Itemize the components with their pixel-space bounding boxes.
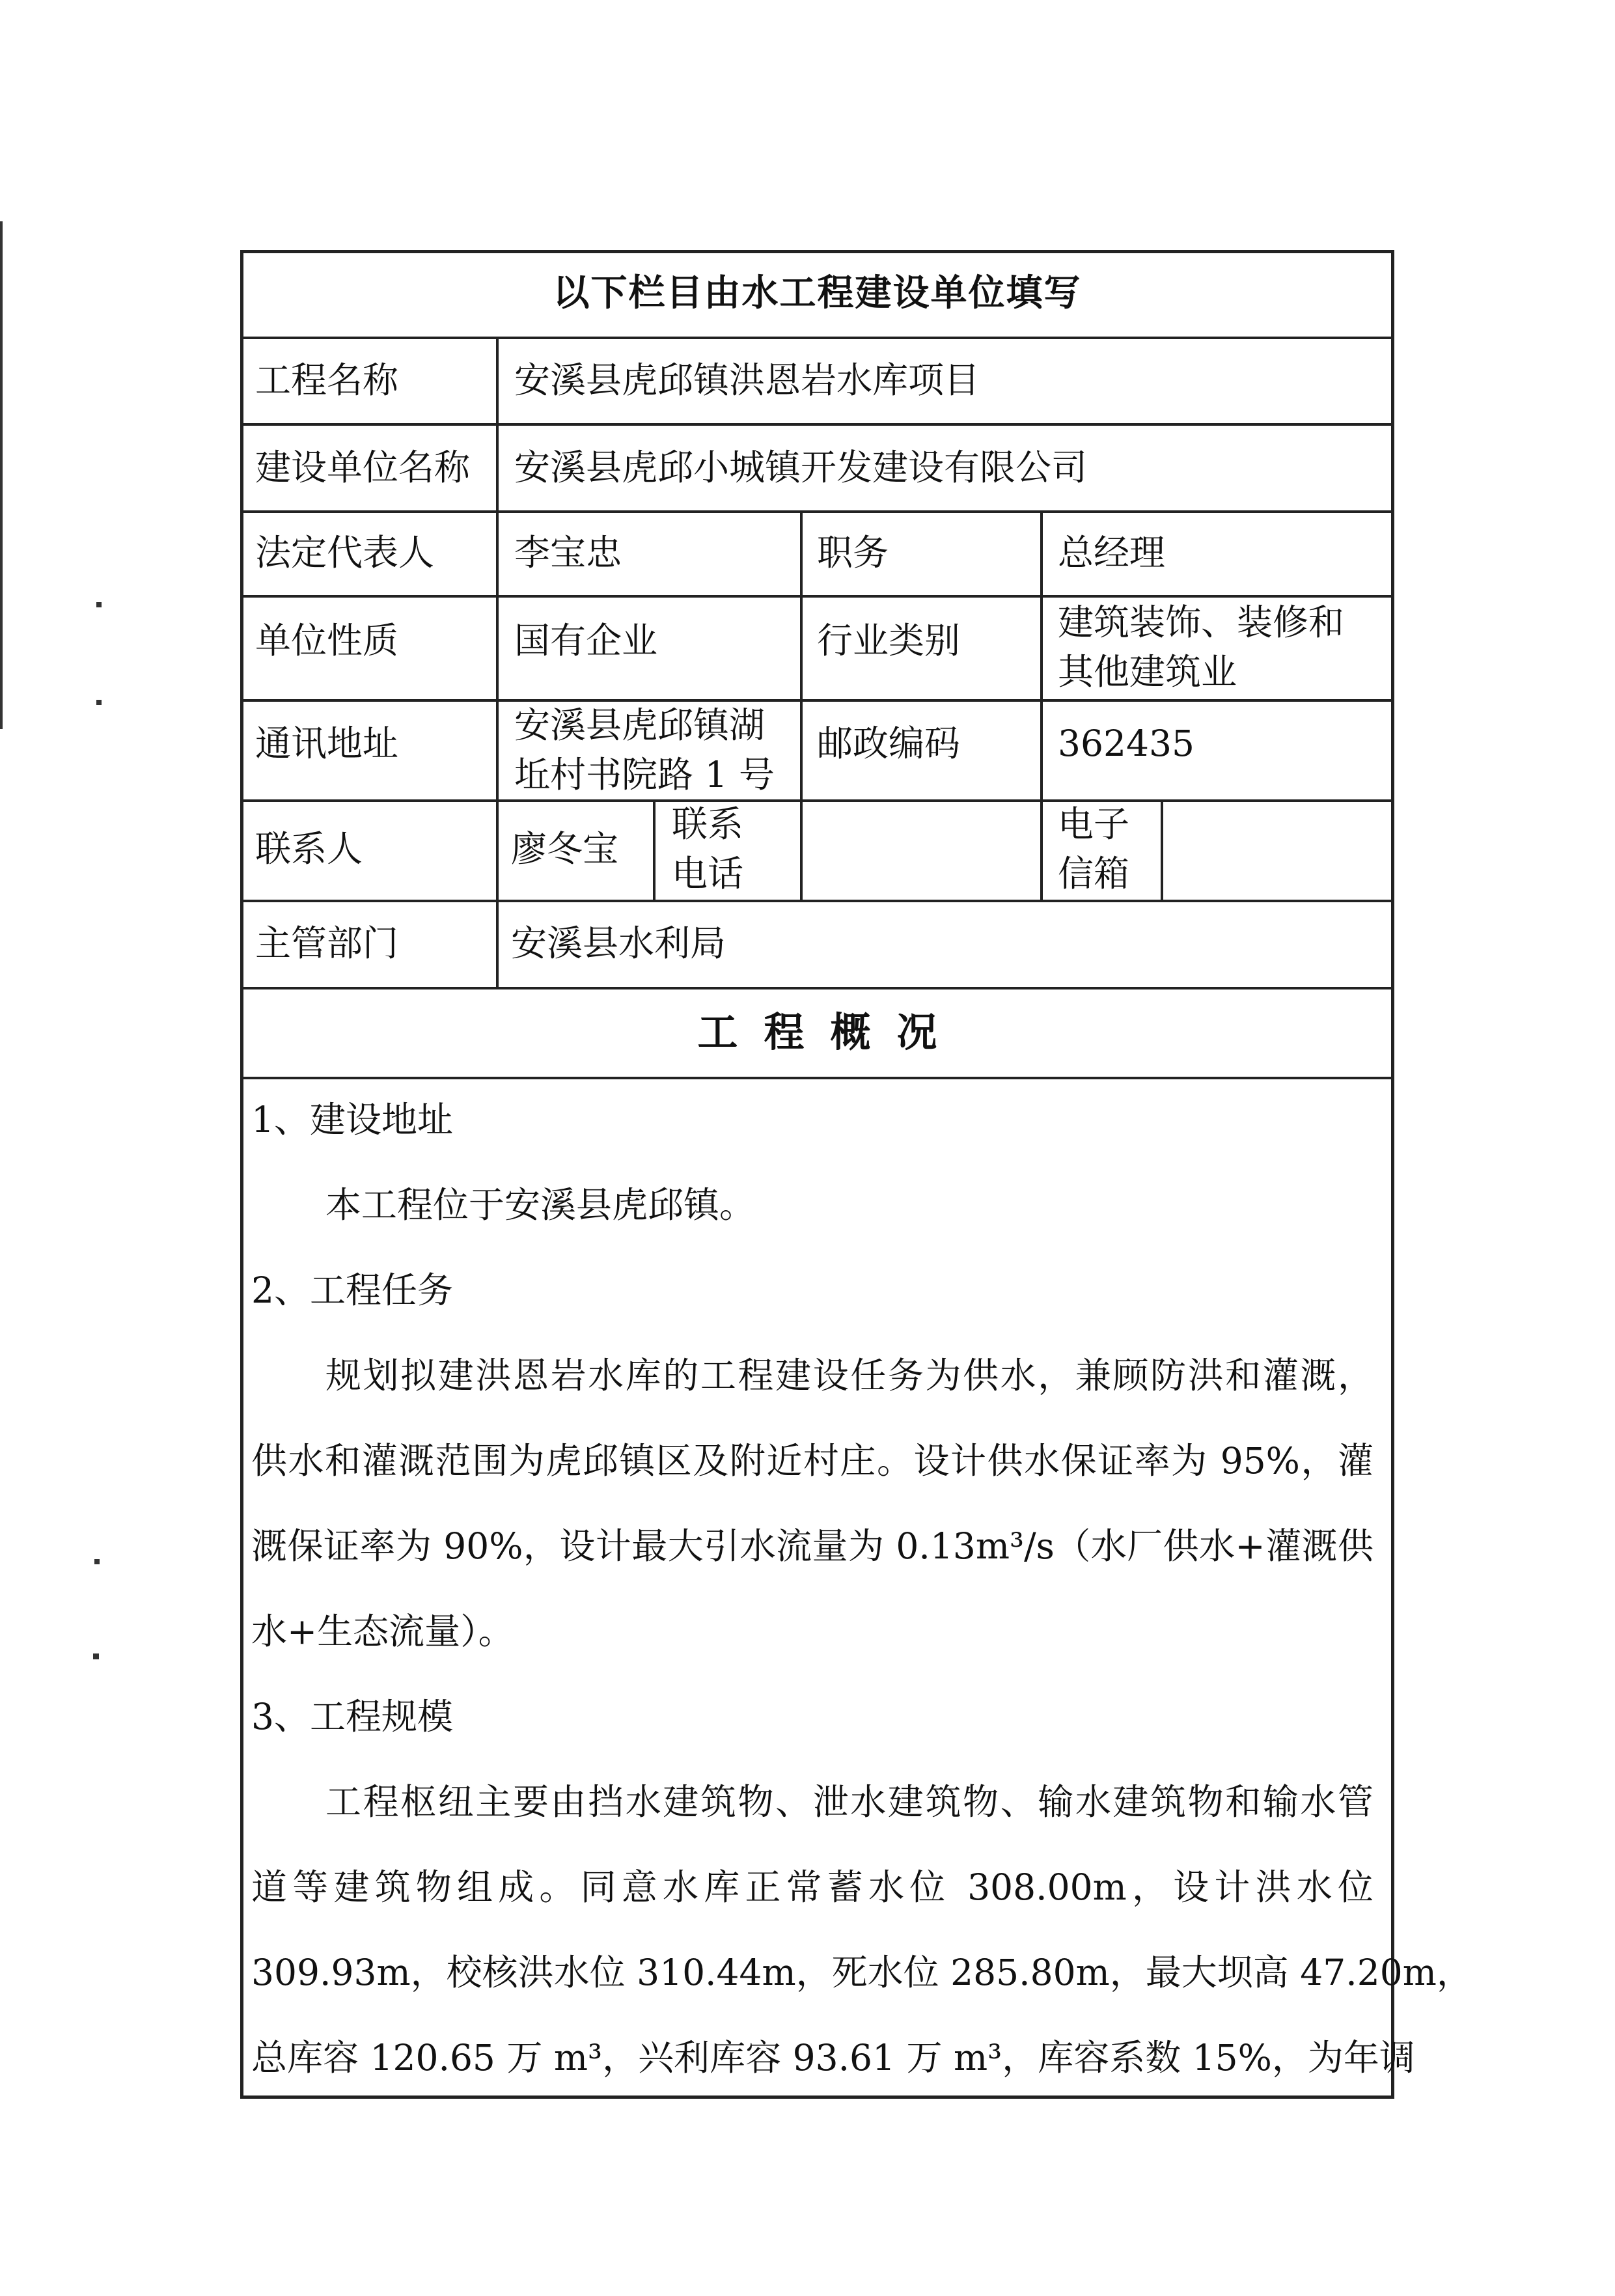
industry-value-line2: 其他建筑业 — [1058, 651, 1237, 693]
postcode-value: 362435 — [1058, 723, 1194, 764]
postcode-label: 邮政编码 — [817, 723, 961, 764]
address-label: 通讯地址 — [255, 723, 399, 764]
unit-nature-label: 单位性质 — [255, 620, 399, 661]
unit-name-label: 建设单位名称 — [255, 447, 471, 488]
section-text: 溉保证率为 90%，设计最大引水流量为 0.13m³/s（水厂供水+灌溉供 — [251, 1525, 1373, 1567]
section-text: 总库容 120.65 万 m³，兴利库容 93.61 万 m³，库容系数 15%，为年调 — [251, 2037, 1415, 2079]
row-divider — [240, 423, 1394, 426]
column-divider — [1040, 510, 1043, 900]
section-text: 309.93m，校核洪水位 310.44m，死水位 285.80m，最大坝高 47.20m， — [251, 1952, 1472, 1993]
project-name-value: 安溪县虎邱镇洪恩岩水库项目 — [514, 359, 980, 401]
industry-value-line1: 建筑装饰、装修和 — [1058, 602, 1345, 643]
email-label-line2: 信箱 — [1058, 853, 1130, 894]
section-text: 供水和灌溉范围为虎邱镇区及附近村庄。设计供水保证率为 95%，灌 — [251, 1440, 1373, 1482]
phone-label-line2: 电话 — [672, 853, 744, 894]
column-divider — [800, 510, 803, 900]
row-divider — [240, 337, 1394, 339]
row-divider — [240, 510, 1394, 513]
legal-rep-label: 法定代表人 — [255, 532, 435, 574]
section-text: 水+生态流量）。 — [251, 1611, 514, 1652]
scan-dot — [96, 602, 102, 607]
email-label-line1: 电子 — [1058, 803, 1130, 845]
section-text: 道等建筑物组成。同意水库正常蓄水位 308.00m，设计洪水位 — [251, 1866, 1373, 1908]
legal-rep-value: 李宝忠 — [514, 532, 622, 574]
scan-dot — [93, 1653, 99, 1659]
address-value-line1: 安溪县虎邱镇湖 — [514, 704, 766, 746]
row-divider — [240, 595, 1394, 598]
address-value-line2: 坵村书院路 1 号 — [514, 754, 775, 795]
overview-title: 工程概况 — [697, 1008, 963, 1056]
contact-label: 联系人 — [255, 828, 363, 870]
position-label: 职务 — [817, 532, 889, 574]
scan-margin-line — [0, 221, 3, 729]
industry-label: 行业类别 — [817, 620, 961, 661]
section-heading: 3、工程规模 — [251, 1696, 453, 1737]
row-divider — [240, 699, 1394, 702]
section-text: 工程枢纽主要由挡水建筑物、泄水建筑物、输水建筑物和输水管 — [325, 1781, 1373, 1823]
project-name-label: 工程名称 — [255, 359, 399, 401]
section-heading: 2、工程任务 — [251, 1269, 453, 1311]
authority-value: 安溪县水利局 — [511, 922, 726, 964]
unit-name-value: 安溪县虎邱小城镇开发建设有限公司 — [514, 447, 1088, 488]
section-heading: 1、建设地址 — [251, 1099, 453, 1141]
row-divider — [240, 987, 1394, 989]
section-text: 规划拟建洪恩岩水库的工程建设任务为供水，兼顾防洪和灌溉， — [325, 1355, 1373, 1396]
authority-label: 主管部门 — [255, 922, 399, 964]
column-divider — [1161, 799, 1163, 900]
fill-note-heading: 以下栏目由水工程建设单位填写 — [553, 271, 1082, 314]
column-divider — [496, 337, 499, 987]
section-text: 本工程位于安溪县虎邱镇。 — [325, 1184, 756, 1226]
column-divider — [653, 799, 656, 900]
phone-label-line1: 联系 — [672, 803, 744, 845]
scan-dot — [96, 700, 102, 705]
contact-value: 廖冬宝 — [511, 828, 619, 870]
scan-dot — [94, 1559, 100, 1564]
unit-nature-value: 国有企业 — [514, 620, 658, 661]
row-divider — [240, 799, 1394, 802]
row-divider — [240, 900, 1394, 902]
position-value: 总经理 — [1058, 532, 1166, 574]
